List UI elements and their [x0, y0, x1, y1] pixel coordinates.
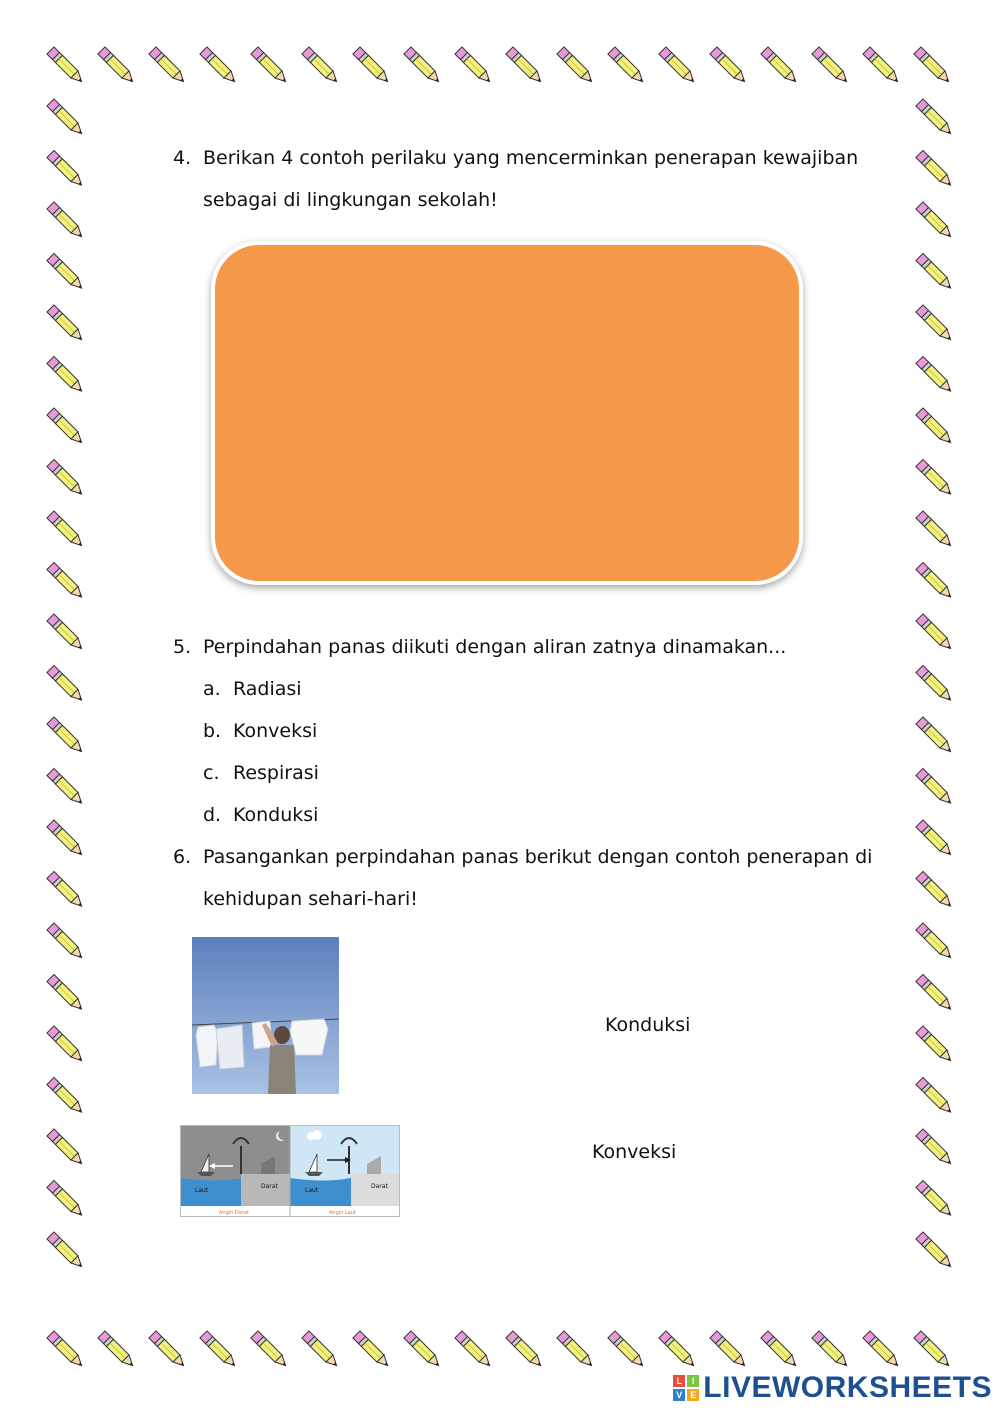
pencil-icon — [47, 356, 85, 394]
pencil-icon — [47, 871, 85, 909]
pencil-icon — [200, 1331, 238, 1369]
pencil-icon — [47, 305, 85, 343]
laundry-drying-image[interactable] — [192, 937, 339, 1094]
question-5 — [173, 635, 786, 659]
pencil-icon — [47, 47, 85, 85]
pencil-icon — [353, 47, 391, 85]
logo-cell: V — [673, 1389, 685, 1401]
logo-cell: L — [673, 1375, 685, 1387]
pencil-icon — [47, 1129, 85, 1167]
question-number: 5. — [173, 636, 192, 658]
answer-input-box[interactable] — [211, 241, 803, 585]
pencil-icon — [47, 665, 85, 703]
pencil-icon — [47, 99, 85, 137]
diagram-caption-laut-2: Laut — [305, 1187, 319, 1194]
diagram-label-angin-darat: Angin Darat — [219, 1210, 249, 1216]
pencil-icon — [47, 1026, 85, 1064]
pencil-icon — [916, 459, 954, 497]
pencil-icon — [251, 1331, 289, 1369]
question-text: sebagai di lingkungan sekolah! — [203, 189, 498, 211]
pencil-icon — [863, 47, 901, 85]
option-c[interactable] — [203, 761, 319, 785]
match-label-konveksi[interactable]: Konveksi — [592, 1141, 677, 1163]
pencil-icon — [47, 768, 85, 806]
pencil-icon — [506, 47, 544, 85]
pencil-icon — [47, 614, 85, 652]
pencil-icon — [659, 47, 697, 85]
pencil-icon — [914, 1331, 952, 1369]
pencil-icon — [916, 923, 954, 961]
option-letter: c. — [203, 762, 220, 784]
pencil-icon — [916, 408, 954, 446]
pencil-icon — [557, 47, 595, 85]
pencil-icon — [557, 1331, 595, 1369]
pencil-icon — [47, 408, 85, 446]
logo-cell: E — [687, 1389, 699, 1401]
pencil-icon — [916, 614, 954, 652]
pencil-icon — [916, 253, 954, 291]
pencil-icon — [916, 202, 954, 240]
question-text: Perpindahan panas diikuti dengan aliran zatnya dinamakan... — [203, 636, 787, 658]
pencil-icon — [47, 974, 85, 1012]
option-text: Konduksi — [233, 804, 319, 826]
pencil-icon — [47, 1180, 85, 1218]
laundry-drying-illustration — [192, 937, 339, 1094]
pencil-icon — [916, 974, 954, 1012]
question-4 — [173, 146, 858, 170]
pencil-icon — [47, 150, 85, 188]
pencil-icon — [302, 1331, 340, 1369]
pencil-icon — [404, 1331, 442, 1369]
pencil-icon — [404, 47, 442, 85]
pencil-icon — [916, 820, 954, 858]
pencil-icon — [916, 99, 954, 137]
question-number: 4. — [173, 147, 192, 169]
pencil-icon — [251, 47, 289, 85]
pencil-icon — [916, 305, 954, 343]
pencil-icon — [149, 1331, 187, 1369]
pencil-icon — [916, 562, 954, 600]
pencil-icon — [47, 717, 85, 755]
pencil-icon — [47, 1331, 85, 1369]
diagram-caption-darat: Darat — [261, 1183, 278, 1190]
pencil-icon — [916, 871, 954, 909]
pencil-icon — [302, 47, 340, 85]
pencil-icon — [916, 356, 954, 394]
pencil-icon — [710, 47, 748, 85]
pencil-icon — [916, 717, 954, 755]
pencil-icon — [47, 511, 85, 549]
pencil-icon — [353, 1331, 391, 1369]
option-a[interactable] — [203, 677, 302, 701]
pencil-icon — [47, 923, 85, 961]
pencil-icon — [916, 1129, 954, 1167]
breeze-diagram-illustration — [181, 1126, 399, 1216]
question-4-continued — [203, 188, 498, 212]
question-text: Berikan 4 contoh perilaku yang mencerminkan penerapan kewajiban — [203, 147, 859, 169]
liveworksheets-logo — [673, 1371, 992, 1405]
option-d[interactable] — [203, 803, 318, 827]
option-letter: a. — [203, 678, 221, 700]
pencil-icon — [710, 1331, 748, 1369]
pencil-icon — [47, 562, 85, 600]
pencil-icon — [916, 768, 954, 806]
diagram-label-angin-laut: Angin Laut — [329, 1210, 356, 1216]
pencil-icon — [98, 47, 136, 85]
pencil-icon — [608, 1331, 646, 1369]
pencil-icon — [608, 47, 646, 85]
pencil-icon — [47, 820, 85, 858]
question-6-continued — [203, 887, 418, 911]
pencil-icon — [47, 253, 85, 291]
pencil-icon — [916, 665, 954, 703]
pencil-icon — [506, 1331, 544, 1369]
pencil-icon — [916, 1232, 954, 1270]
pencil-icon — [455, 1331, 493, 1369]
pencil-icon — [47, 459, 85, 497]
option-letter: b. — [203, 720, 222, 742]
pencil-icon — [812, 47, 850, 85]
logo-text: LIVEWORKSHEETS — [703, 1371, 992, 1404]
pencil-icon — [761, 47, 799, 85]
pencil-icon — [916, 511, 954, 549]
pencil-icon — [761, 1331, 799, 1369]
diagram-caption-darat-2: Darat — [371, 1183, 388, 1190]
pencil-icon — [455, 47, 493, 85]
option-b[interactable] — [203, 719, 317, 743]
option-text: Radiasi — [233, 678, 302, 700]
pencil-icon — [863, 1331, 901, 1369]
pencil-icon — [916, 1077, 954, 1115]
pencil-icon — [47, 1232, 85, 1270]
logo-cell: I — [687, 1375, 699, 1387]
sea-land-breeze-diagram[interactable] — [180, 1125, 400, 1217]
pencil-icon — [47, 1077, 85, 1115]
option-text: Konveksi — [233, 720, 318, 742]
pencil-icon — [914, 47, 952, 85]
question-text: Pasangankan perpindahan panas berikut dengan contoh penerapan di — [203, 846, 873, 868]
question-number: 6. — [173, 846, 192, 868]
pencil-icon — [916, 1026, 954, 1064]
logo-mark — [673, 1375, 699, 1401]
question-text: kehidupan sehari-hari! — [203, 888, 418, 910]
option-text: Respirasi — [233, 762, 319, 784]
pencil-icon — [812, 1331, 850, 1369]
question-6 — [173, 845, 872, 869]
match-label-konduksi[interactable]: Konduksi — [605, 1014, 691, 1036]
pencil-icon — [98, 1331, 136, 1369]
pencil-icon — [47, 202, 85, 240]
pencil-icon — [916, 1180, 954, 1218]
pencil-icon — [149, 47, 187, 85]
diagram-caption-laut: Laut — [195, 1187, 209, 1194]
pencil-icon — [659, 1331, 697, 1369]
option-letter: d. — [203, 804, 222, 826]
pencil-icon — [200, 47, 238, 85]
pencil-icon — [916, 150, 954, 188]
